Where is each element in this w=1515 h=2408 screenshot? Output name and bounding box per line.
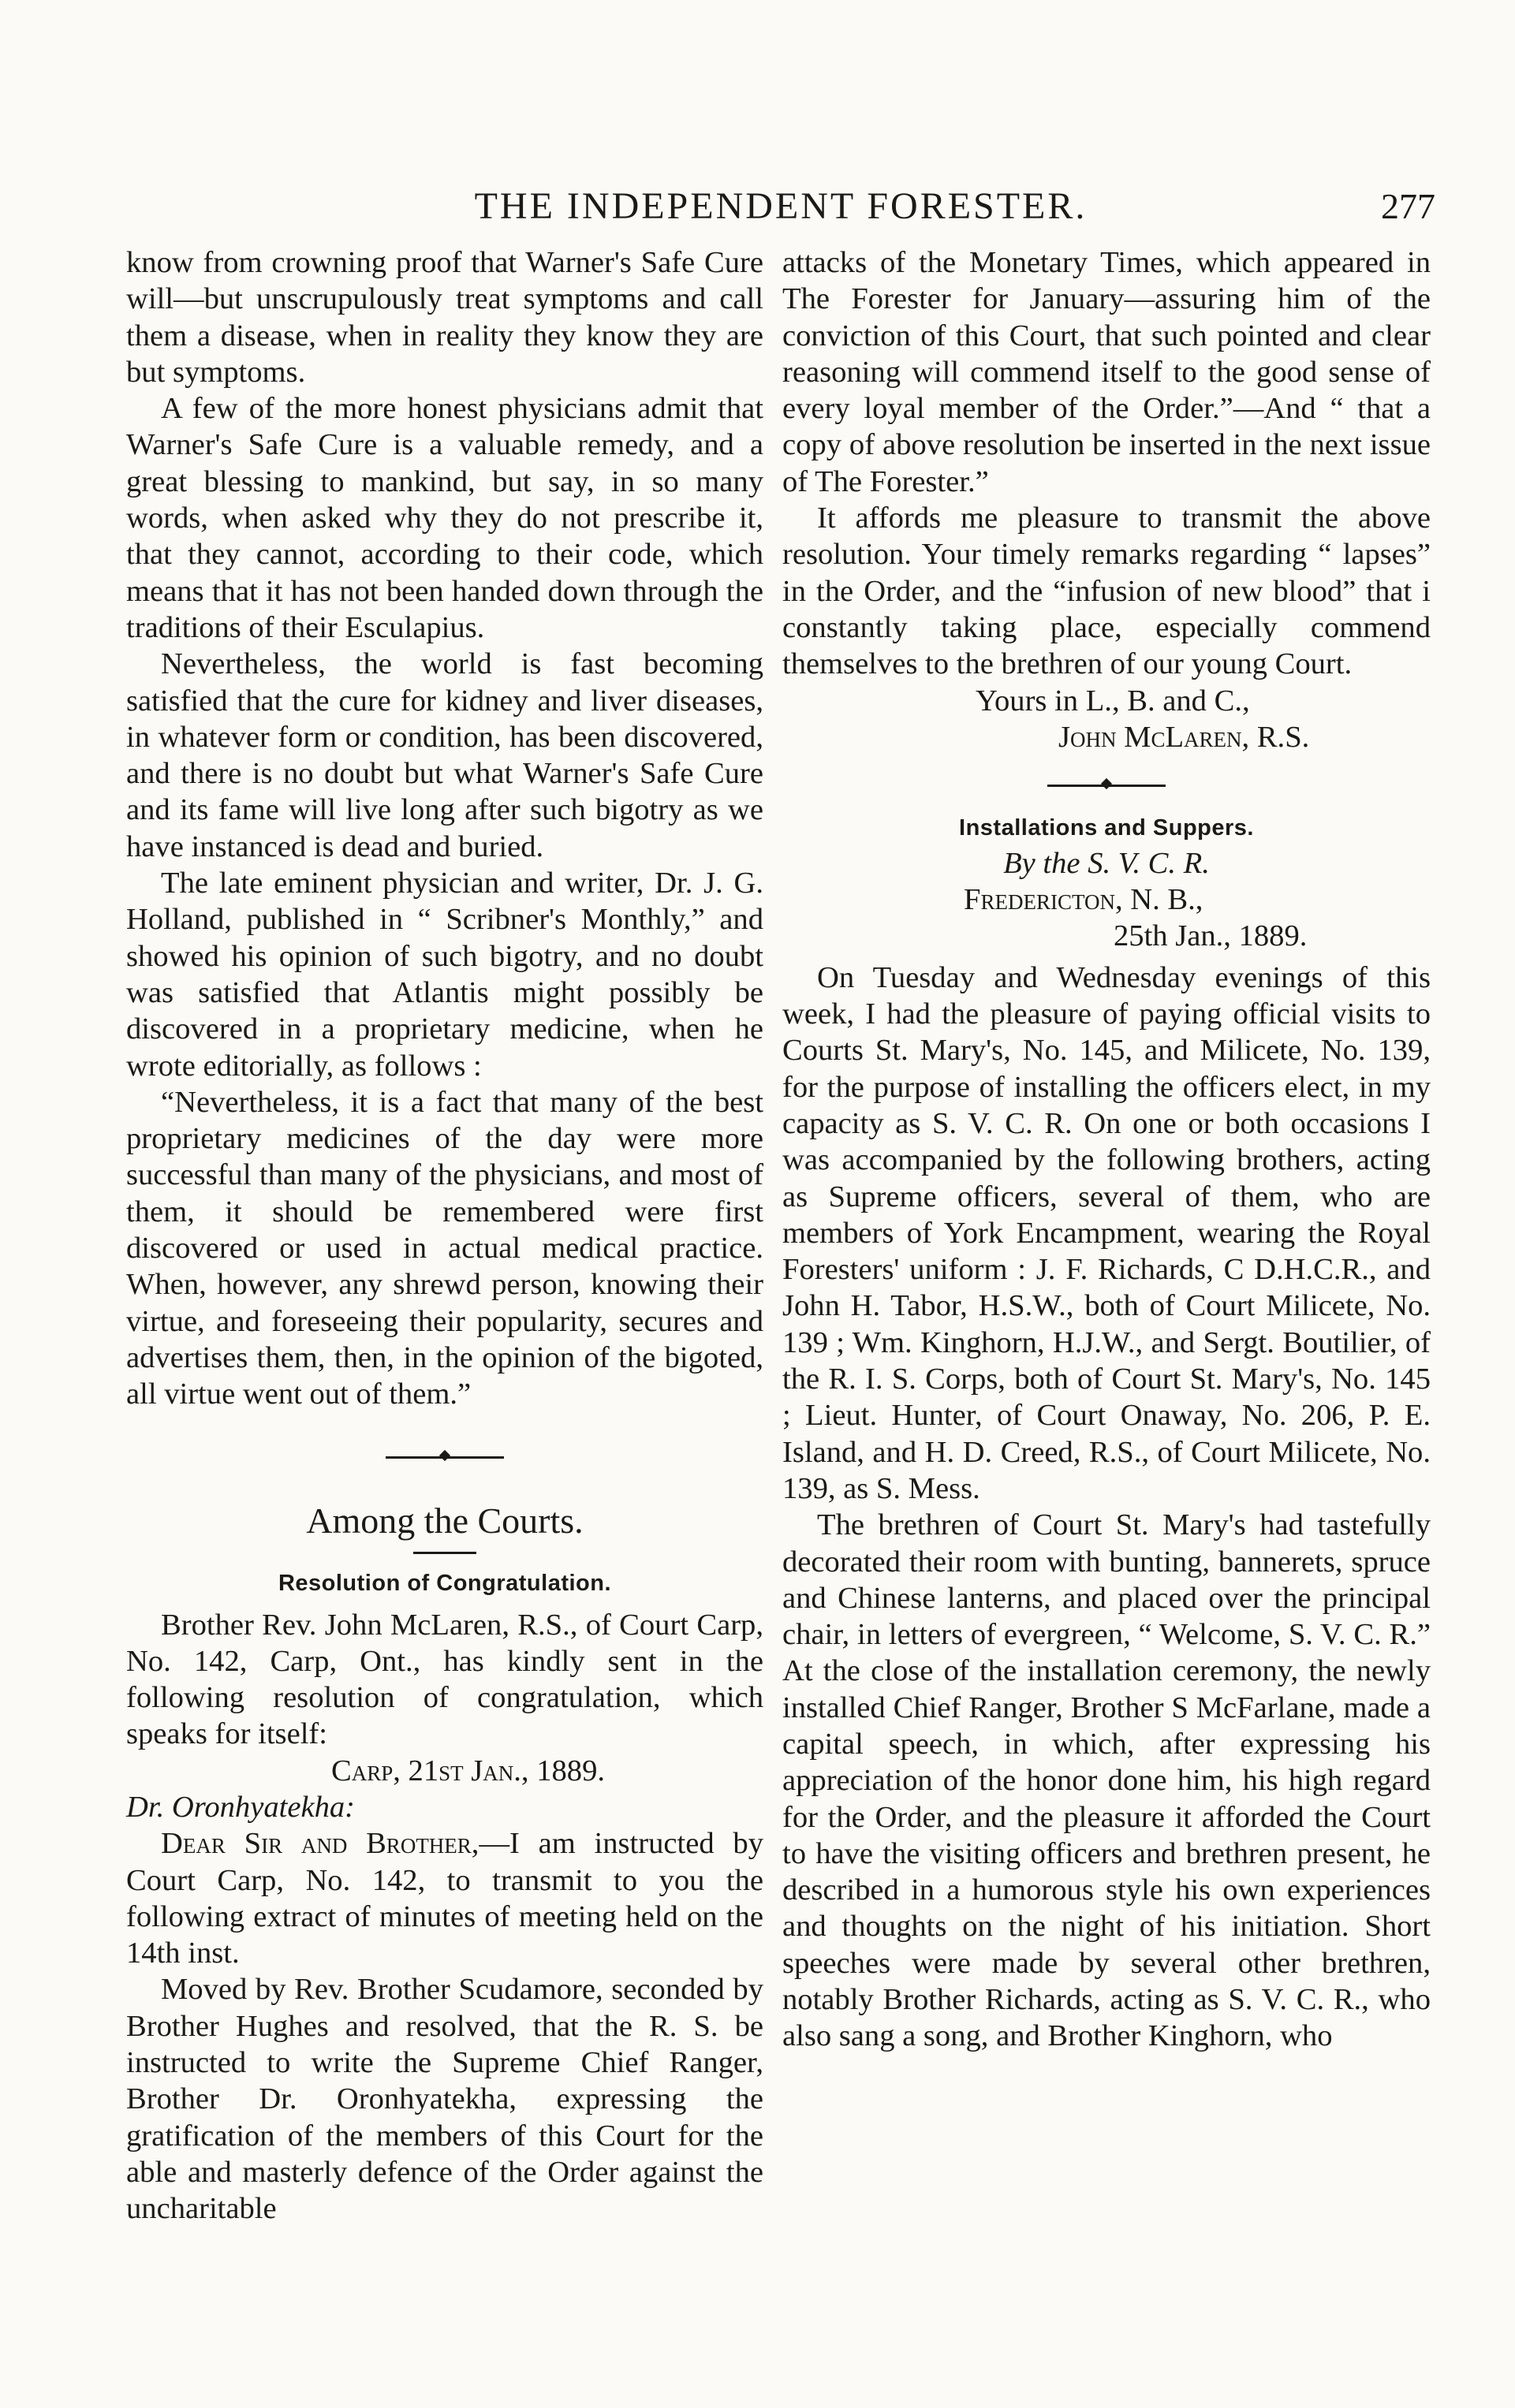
page-number: 277: [1381, 186, 1435, 226]
paragraph: [126, 1825, 763, 1971]
short-divider: [126, 1549, 763, 1561]
paragraph: Brother Rev. John McLaren, R.S., of Court Carp, No. 142, Carp, Ont., has kindly sent in the following resolution of congratulation, which speaks for itself:: [126, 1608, 763, 1751]
paragraph: A few of the more honest physicians admit that Warner's Safe Cure is a valuable remedy, and a great blessing to mankind, but say, in so many words, when asked why they do not prescribe it, that they cannot, according to their code, which means that it has not been handed down through the traditions of their Esculapius.: [126, 392, 763, 644]
left-column: [126, 244, 763, 2227]
subsection-title: Resolution of Congratulation.: [278, 1570, 612, 1596]
paragraph: The late eminent physician and writer, Dr. J. G. Holland, published in “ Scribner's Monthly,” and showed his opinion of such bigotry, and no doubt was satisfied that Atlantis might possibly be discovered in a proprietary medicine, when he wrote editorially, as follows :: [126, 867, 763, 1083]
paragraph: On Tuesday and Wednesday evenings of this week, I had the pleasure of paying official visits to Courts St. Mary's, No. 145, and Milicete, No. 139, for the purpose of installing the officers elect, in my capacity as S. V. C. R. On one or both occasions I was accompanied by the following brothers, acting as Supreme officers, several of them, who are members of York Encampment, wearing the Royal Foresters' uniform : J. F. Richards, C D.H.C.R., and John H. Tabor, H.S.W., both of Court Milicete, No. 139 ; Wm. Kinghorn, H.J.W., and Sergt. Boutilier, of the R. I. S. Corps, both of Court St. Mary's, No. 145 ; Lieut. Hunter, of Court Onaway, No. 206, P. E. Island, and H. D. Creed, R.S., of Court Milicete, No. 139, as S. Mess.: [782, 960, 1431, 1505]
quotation-paragraph: “Nevertheless, it is a fact that many of the best proprietary medicines of the day were more successful than many of the physicians, and most of them, it should be remembered were first discovered or used in actual medical practice. When, however, any shrewd person, knowing their virtue, and foreseeing their popularity, secures and advertises them, then, in the opinion of the bigoted, all virtue went out of them.”: [126, 1085, 763, 1411]
paragraph-text: —I am instructed by Court Carp, No. 142, to transmit to you the following extract of minutes of meeting held on the 14th inst.: [126, 1827, 763, 1970]
paragraph: attacks of the Monetary Times, which appeared in The Forester for January—assuring him of the conviction of this Court, that such pointed and clear reasoning will commend itself to the good sense of every loyal member of the Order.”—And “ that a copy of above resolution be inserted in the next issue of The Forester.”: [782, 246, 1431, 498]
salutation: Dr. Oronhyatekha:: [126, 1790, 355, 1824]
ornamental-divider: [126, 1441, 763, 1473]
byline: By the S. V. C. R.: [1003, 847, 1210, 881]
page-header: [126, 183, 1435, 238]
dateline: Carp, 21st Jan., 1889.: [331, 1754, 606, 1787]
dateline-place: Fredericton, N. B.,: [964, 883, 1203, 917]
subsection-title: Installations and Suppers.: [959, 815, 1254, 841]
ornamental-divider: [782, 770, 1431, 801]
paragraph: know from crowning proof that Warner's Safe Cure will—but unscrupulously treat symptoms and call them a disease, when in reality they know they are but symptoms.: [126, 246, 763, 389]
paragraph: Moved by Rev. Brother Scudamore, seconded by Brother Hughes and resolved, that the R. S. be instructed to write the Supreme Chief Ranger, Brother Dr. Oronhyatekha, expressing the gratification of the members of this Court for the able and masterly defence of the Order against the uncharitable: [126, 1973, 763, 2226]
closing: Yours in L., B. and C.,: [976, 684, 1250, 718]
salutation-lead: Dear Sir and Brother,: [161, 1827, 480, 1861]
paragraph: The brethren of Court St. Mary's had tastefully decorated their room with bunting, bannerets, spruce and Chinese lanterns, and placed over the principal chair, in letters of evergreen, “ Welcome, S. V. C. R.” At the close of the installation ceremony, the newly installed Chief Ranger, Brother S McFarlane, made a capital speech, in which, after expressing his appreciation of the honor done him, his high regard for the Order, and the pleasure it afforded the Court to have the visiting officers and brethren present, he described in a humorous style his own experiences and thoughts on the night of his initiation. Short speeches were made by several other brethren, notably Brother Richards, acting as S. V. C. R., who also sang a song, and Brother Kinghorn, who: [782, 1508, 1431, 2053]
paragraph: It affords me pleasure to transmit the above resolution. Your timely remarks regarding “ lapses” in the Order, and the “infusion of new blood” that i constantly taking place, especially commend themselves to the brethren of our young Court.: [782, 501, 1431, 681]
right-column: [782, 244, 1431, 2055]
running-title: THE INDEPENDENT FORESTER.: [474, 185, 1088, 227]
dateline-date: 25th Jan., 1889.: [1114, 919, 1308, 953]
paragraph: Nevertheless, the world is fast becoming satisfied that the cure for kidney and liver diseases, in whatever form or condition, has been discovered, and there is no doubt but what Warner's Safe Cure and its fame will live long after such bigotry as we have instanced is dead and buried.: [126, 647, 763, 863]
section-title: Among the Courts.: [306, 1500, 584, 1541]
signature: John McLaren, R.S.: [1058, 720, 1310, 754]
